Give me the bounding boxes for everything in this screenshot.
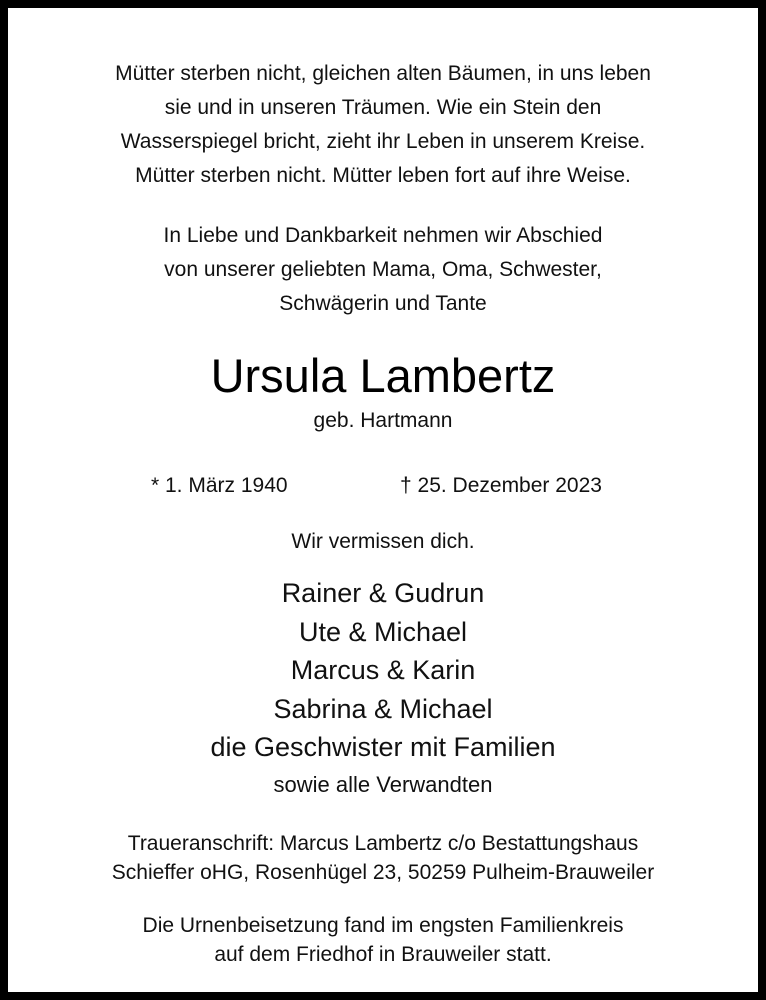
mourner: Rainer & Gudrun [281,578,485,608]
mourning-address [8,829,758,887]
relatives-line: sowie alle Verwandten [273,772,493,797]
birth-name: geb. Hartmann [313,409,453,432]
intro-line: von unserer geliebten Mama, Oma, Schwester, [164,258,602,281]
intro-line: In Liebe und Dankbarkeit nehmen wir Abschied [163,224,603,247]
poem-line: Wasserspiegel bricht, zieht ihr Leben in unserem Kreise. [120,130,646,153]
poem-line: Mütter sterben nicht. Mütter leben fort auf ihre Weise. [135,164,631,187]
poem-line: sie und in unseren Träumen. Wie ein Stein den [164,96,602,119]
intro-line: Schwägerin und Tante [279,292,487,315]
poem [8,57,758,193]
mourner: Ute & Michael [298,616,468,647]
address-line: Traueranschrift: Marcus Lambertz c/o Bestattungshaus [127,832,639,855]
burial-notice [8,911,758,969]
mourners-list [8,574,758,767]
farewell-intro [8,219,758,321]
mourner: Sabrina & Michael [273,693,493,724]
burial-line: Die Urnenbeisetzung fand im engsten Familienkreis [142,914,624,937]
death-date: † 25. Dezember 2023 [400,474,602,497]
burial-line: auf dem Friedhof in Brauweiler statt. [214,943,552,966]
mourner: Marcus & Karin [290,655,476,685]
poem-line: Mütter sterben nicht, gleichen alten Bäumen, in uns leben [115,62,651,85]
birth-date: * 1. März 1940 [151,474,288,497]
deceased-name: Ursula Lambertz [210,349,556,402]
miss-text: Wir vermissen dich. [291,530,475,553]
mourner: die Geschwister mit Familien [210,732,556,762]
address-line: Schieffer oHG, Rosenhügel 23, 50259 Pulheim-Brauweiler [111,861,655,884]
